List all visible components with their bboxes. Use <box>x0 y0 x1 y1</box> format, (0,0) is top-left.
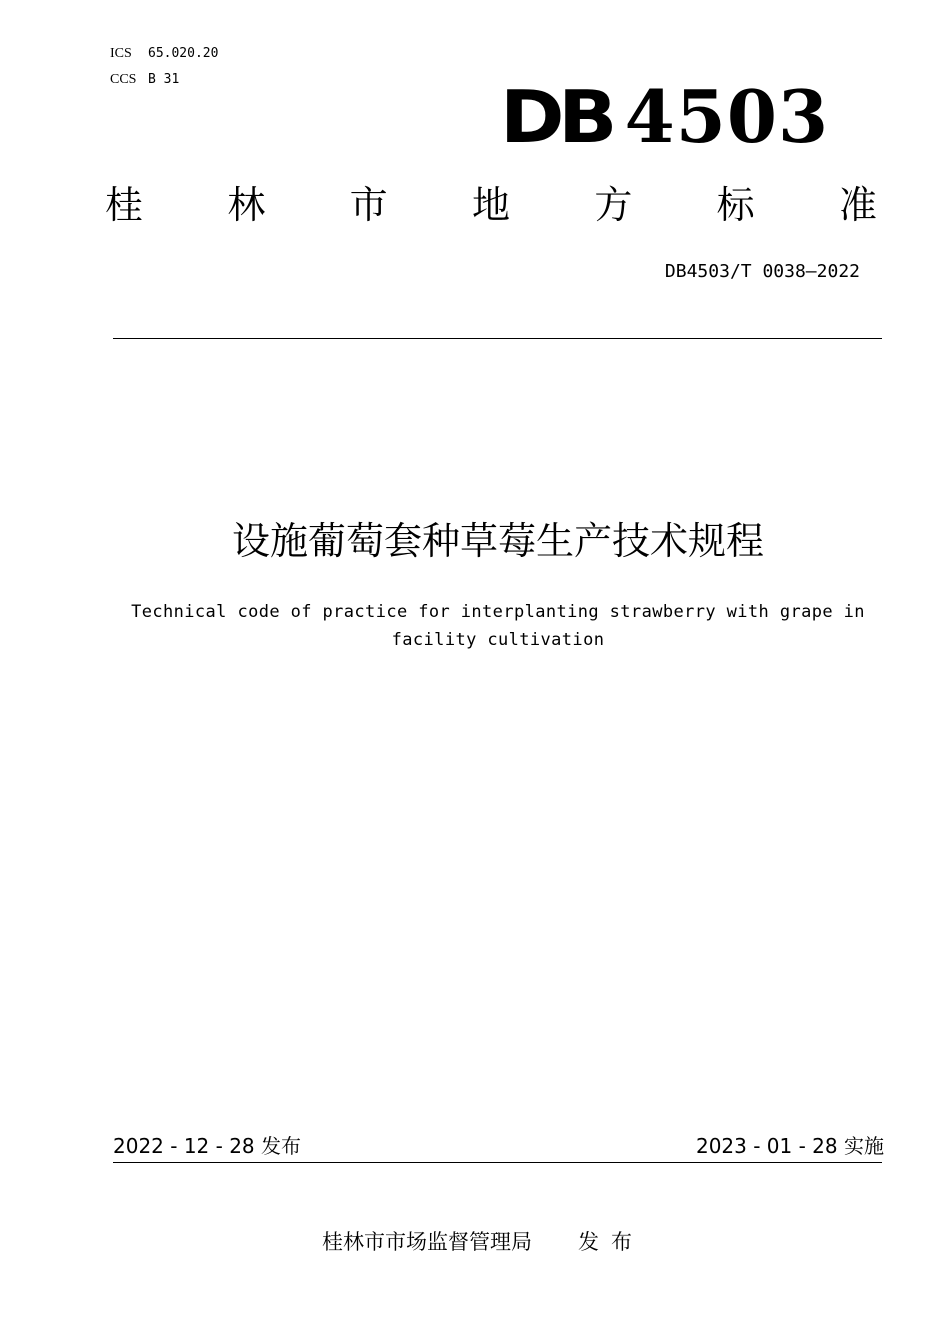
ics-code <box>110 46 218 62</box>
logo-number: 4503 <box>624 74 830 159</box>
standard-type-char: 林 <box>227 183 266 227</box>
issue-date: 2022 - 12 - 28 发布 <box>113 1134 302 1158</box>
logo-db: DB <box>500 75 611 159</box>
ics-label: ICS <box>110 46 132 61</box>
top-divider <box>113 338 882 339</box>
ccs-value: B 31 <box>148 72 180 87</box>
standard-type-char: 地 <box>471 183 510 227</box>
standard-type-char: 市 <box>349 183 388 227</box>
document-title-en: Technical code of practice for interplanting strawberry with grape in facility cultivation <box>131 602 865 650</box>
issuer-action: 发布 <box>578 1230 644 1254</box>
db-logo <box>500 74 830 159</box>
document-title-zh: 设施葡萄套种草莓生产技术规程 <box>231 519 764 563</box>
ccs-code <box>110 72 179 88</box>
issuer-name: 桂林市市场监督管理局 <box>322 1230 532 1254</box>
standard-type-char: 桂 <box>105 183 144 227</box>
standard-type-char: 准 <box>838 183 877 227</box>
standard-type-char: 方 <box>594 183 633 227</box>
implement-date: 2023 - 01 - 28 实施 <box>695 1134 884 1158</box>
standard-type-title <box>105 180 877 230</box>
standard-number: DB4503/T 0038—2022 <box>664 261 860 282</box>
bottom-divider <box>113 1162 882 1163</box>
ics-value: 65.020.20 <box>148 46 219 61</box>
issuer <box>322 1227 644 1257</box>
standard-type-char: 标 <box>716 183 755 227</box>
ccs-label: CCS <box>110 72 137 87</box>
